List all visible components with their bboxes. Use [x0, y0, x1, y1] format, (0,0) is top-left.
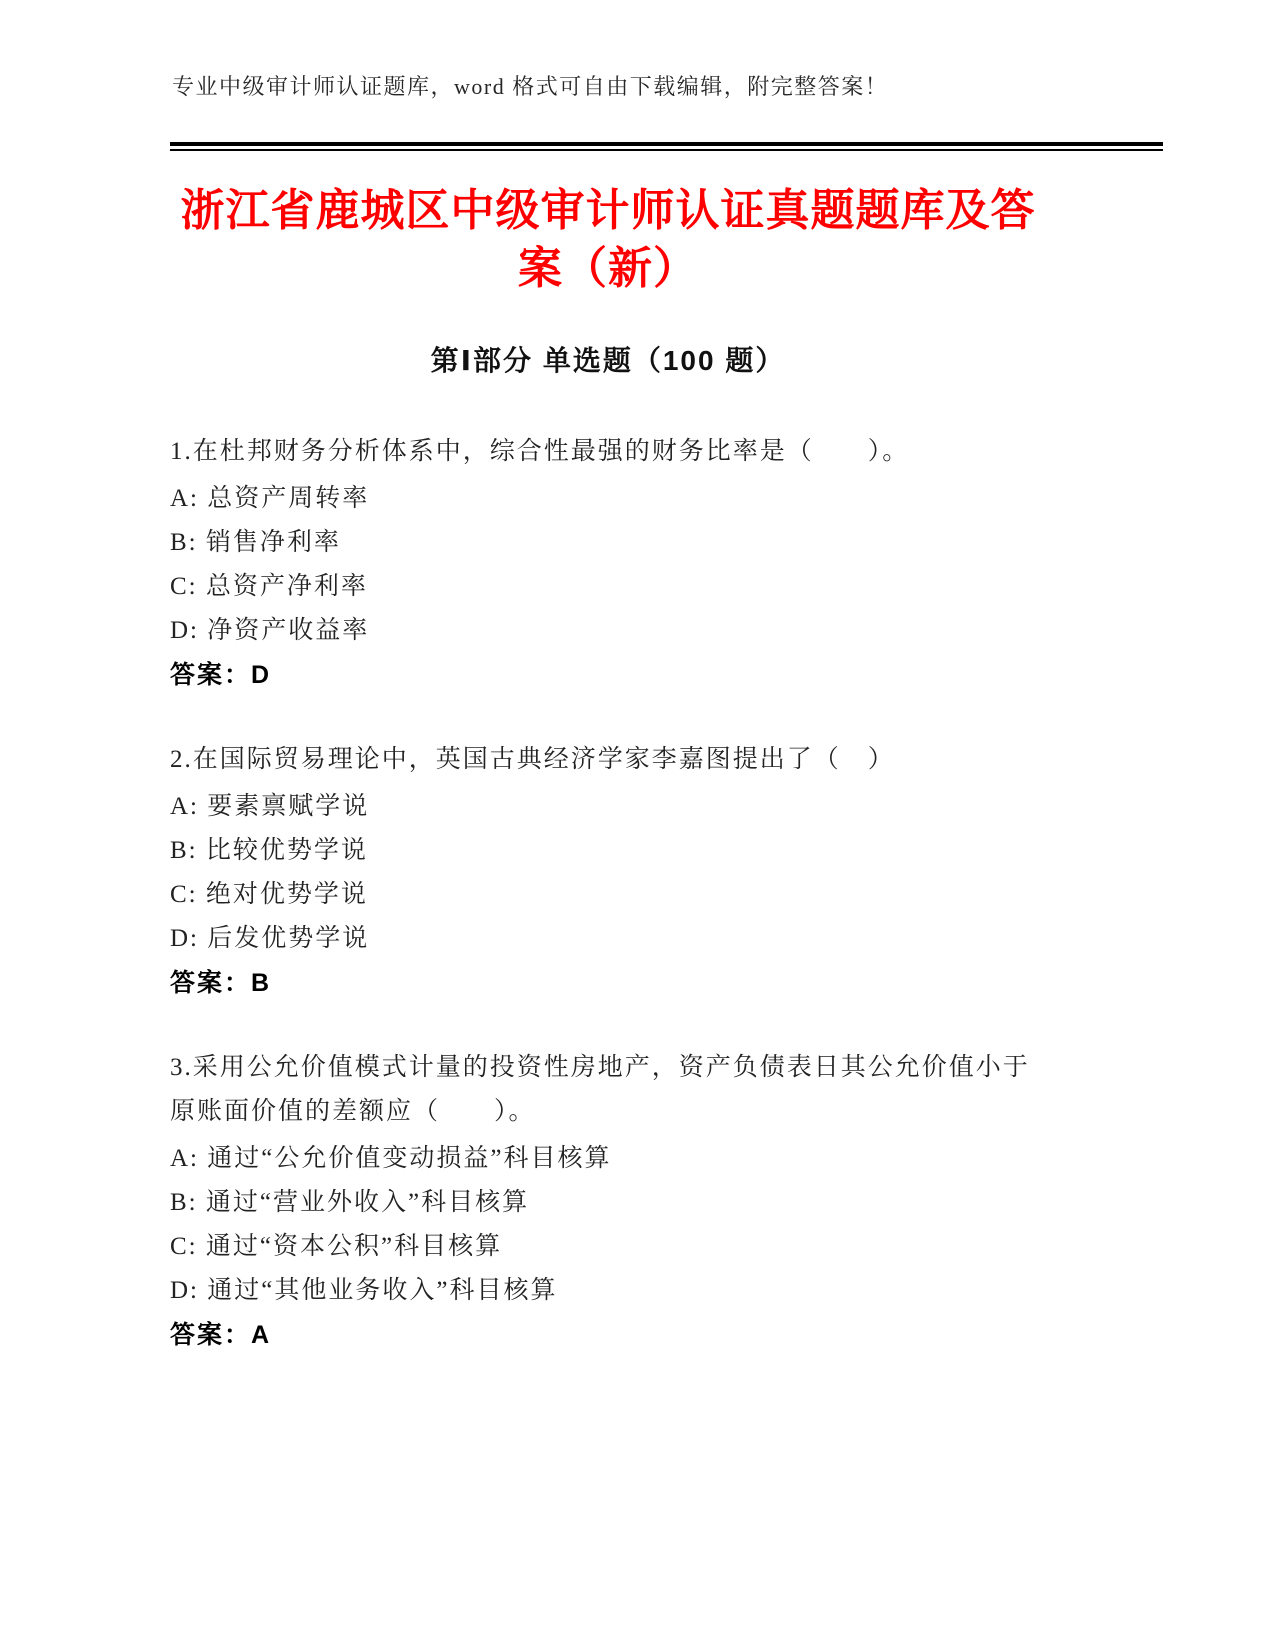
- question-option-b: B: 通过“营业外收入”科目核算: [170, 1189, 530, 1216]
- question-block-2: [170, 738, 1046, 1005]
- section-heading: 第Ⅰ部分 单选题（100 题）: [430, 345, 786, 376]
- question-option-a: A: 总资产周转率: [170, 485, 370, 512]
- question-option-b: B: 销售净利率: [170, 529, 341, 556]
- question-option-a: A: 通过“公允价值变动损益”科目核算: [170, 1145, 612, 1172]
- header-divider: [170, 142, 1163, 151]
- answer-label: 答案：: [170, 1321, 252, 1349]
- question-block-3: [170, 1046, 1046, 1357]
- question-stem: 1.在杜邦财务分析体系中，综合性最强的财务比率是（ ）。: [170, 438, 910, 465]
- question-option-c: C: 总资产净利率: [170, 573, 368, 600]
- header-note: 专业中级审计师认证题库，word 格式可自由下载编辑，附完整答案！: [172, 74, 889, 99]
- answer-line: [170, 961, 1046, 1005]
- question-option-b: B: 比较优势学说: [170, 837, 368, 864]
- question-option-d: D: 净资产收益率: [170, 617, 370, 644]
- question-option-c: C: 绝对优势学说: [170, 881, 368, 908]
- question-block-1: [170, 430, 1046, 697]
- question-option-a: A: 要素禀赋学说: [170, 793, 370, 820]
- answer-label: 答案：: [170, 661, 252, 689]
- question-option-d: D: 后发优势学说: [170, 925, 370, 952]
- question-option-c: C: 通过“资本公积”科目核算: [170, 1233, 503, 1260]
- document-body: [170, 182, 1046, 1398]
- question-stem: 3.采用公允价值模式计量的投资性房地产，资产负债表日其公允价值小于原账面价值的差额应（ ）。: [170, 1054, 1030, 1125]
- divider-thin-line: [170, 149, 1163, 151]
- question-option-d: D: 通过“其他业务收入”科目核算: [170, 1277, 558, 1304]
- answer-line: [170, 1313, 1046, 1357]
- answer-value: A: [251, 1321, 272, 1349]
- answer-value: B: [251, 969, 272, 997]
- document-title: 浙江省鹿城区中级审计师认证真题题库及答案（新）: [180, 186, 1036, 293]
- answer-value: D: [251, 661, 272, 689]
- answer-label: 答案：: [170, 969, 252, 997]
- question-stem: 2.在国际贸易理论中，英国古典经济学家李嘉图提出了（ ）: [170, 746, 895, 773]
- answer-line: [170, 653, 1046, 697]
- question-list: [170, 430, 1046, 1357]
